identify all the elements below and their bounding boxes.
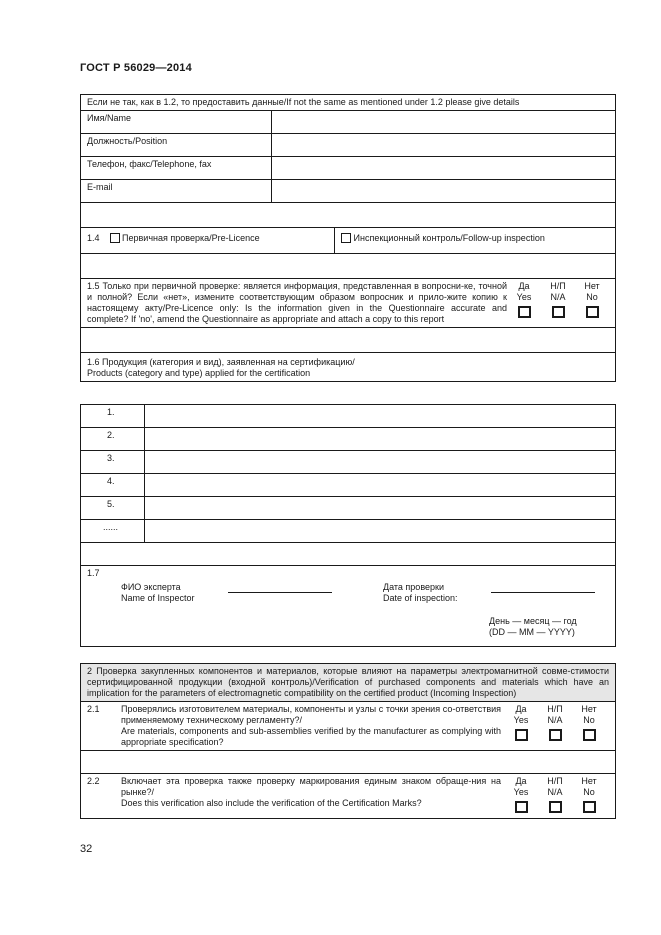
question-2-1-answers: [501, 704, 609, 744]
product-field[interactable]: [145, 428, 616, 451]
question-2-2-row: [81, 774, 616, 819]
no-en-label: No: [586, 292, 598, 302]
no-ru-label: Нет: [581, 704, 597, 714]
yes-en-label: Yes: [513, 787, 529, 797]
follow-up-checkbox[interactable]: [341, 233, 351, 243]
product-row-number: ......: [81, 520, 145, 543]
name-field[interactable]: [272, 111, 616, 134]
page-number: 32: [80, 843, 93, 855]
question-2-2-text: [121, 776, 501, 809]
item-1-4-option-a: [81, 228, 335, 254]
product-row-number: 2.: [81, 428, 145, 451]
yes-ru-label: Да: [515, 776, 527, 786]
inspector-label-en: Name of Inspector: [121, 593, 195, 603]
item-1-6-title: [81, 353, 616, 382]
no-ru-label: Нет: [584, 281, 600, 291]
yes-en-label: Yes: [516, 292, 532, 302]
inspector-signature-line[interactable]: [228, 592, 332, 593]
position-label: Должность/Position: [81, 134, 272, 157]
item-1-5-yes-checkbox[interactable]: [518, 306, 531, 318]
name-label: Имя/Name: [81, 111, 272, 134]
telephone-label: Телефон, факс/Telephone, fax: [81, 157, 272, 180]
inspection-form-part-1: [80, 94, 616, 382]
follow-up-label: Инспекционный контроль/Follow-up inspection: [353, 233, 545, 243]
spacer-row: [81, 328, 616, 353]
item-1-6-header-row: [81, 353, 616, 382]
product-row: [81, 428, 616, 451]
pre-licence-checkbox[interactable]: [110, 233, 120, 243]
yes-en-label: Yes: [513, 715, 529, 725]
contact-intro: Если не так, как в 1.2, то предоставить данные/If not the same as mentioned under 1.2 please give details: [81, 95, 616, 111]
contact-intro-row: [81, 95, 616, 111]
spacer-row: [81, 203, 616, 228]
pre-licence-label: Первичная проверка/Pre-Licence: [122, 233, 260, 243]
no-ru-label: Нет: [581, 776, 597, 786]
inspector-label-ru: ФИО эксперта: [121, 582, 181, 592]
na-en-label: N/A: [547, 715, 563, 725]
item-1-4-row: [81, 228, 616, 254]
question-2-2-na-checkbox[interactable]: [549, 801, 562, 813]
email-label: E-mail: [81, 180, 272, 203]
question-2-2-en: Does this verification also include the verification of the Certification Marks?: [121, 798, 422, 808]
item-1-5-no-checkbox[interactable]: [586, 306, 599, 318]
item-1-7-number: 1.7: [87, 568, 100, 578]
product-row: [81, 451, 616, 474]
na-ru-label: Н/П: [547, 776, 563, 786]
item-1-4-number: 1.4: [87, 233, 100, 243]
date-label: [383, 582, 458, 604]
item-1-5-na-checkbox[interactable]: [552, 306, 565, 318]
no-en-label: No: [583, 787, 595, 797]
item-1-5-answers: [507, 281, 609, 321]
section-2-title: 2 Проверка закупленных компонентов и материалов, которые влияют на параметры электромагнитной совме-стимости сертифицированной продукции (входной контроль)/Verification of purchased components and materials which have an implication for the parameters of electromagnetic compatibility on the certified product (Incoming Inspection): [81, 664, 616, 702]
telephone-field[interactable]: [272, 157, 616, 180]
yes-ru-label: Да: [515, 704, 527, 714]
item-1-4-option-b: [335, 228, 616, 254]
email-field[interactable]: [272, 180, 616, 203]
question-2-2-answers: [501, 776, 609, 816]
product-row: [81, 474, 616, 497]
question-2-1-no-checkbox[interactable]: [583, 729, 596, 741]
item-1-5-text: 1.5 Только при первичной проверке: является информация, представленная в вопросни-ке, точной и полной? Если «нет», измените соответствующим образом вопросник и прило-жите копию к настоящему акту/Pre-Licence only: Is the information given in the Questionnaire accurate and complete? If 'no', amend the Questionnaire as appropriate and attach a copy to this report: [87, 281, 507, 324]
product-row: [81, 497, 616, 520]
name-row: [81, 111, 616, 134]
email-row: [81, 180, 616, 203]
na-en-label: N/A: [547, 787, 563, 797]
telephone-row: [81, 157, 616, 180]
date-label-ru: Дата проверки: [383, 582, 444, 592]
product-row: [81, 520, 616, 543]
item-1-7-row: [81, 566, 616, 647]
question-2-1-ru: Проверялись изготовителем материалы, компоненты и узлы с точки зрения со-ответствия применяемому техническому регламенту?/: [121, 704, 501, 725]
product-field[interactable]: [145, 497, 616, 520]
question-2-1-en: Are materials, components and sub-assemblies verified by the manufacturer as complying with appropriate specification?: [121, 726, 501, 747]
question-2-1-yes-checkbox[interactable]: [515, 729, 528, 741]
question-2-1-na-checkbox[interactable]: [549, 729, 562, 741]
question-2-2-yes-checkbox[interactable]: [515, 801, 528, 813]
product-field[interactable]: [145, 451, 616, 474]
product-row-number: 5.: [81, 497, 145, 520]
question-2-2-ru: Включает эта проверка также проверку маркирования единым знаком обраще-ния на рынке?/: [121, 776, 501, 797]
question-2-1-row: [81, 702, 616, 751]
product-field[interactable]: [145, 520, 616, 543]
document-standard-header: ГОСТ Р 56029—2014: [80, 62, 192, 74]
question-2-1-number: 2.1: [87, 704, 100, 714]
no-en-label: No: [583, 715, 595, 725]
question-2-1-cell: [81, 702, 616, 751]
item-1-6-title-en: Products (category and type) applied for the certification: [87, 368, 311, 378]
yes-ru-label: Да: [518, 281, 530, 291]
date-format-hint: [489, 616, 577, 638]
question-2-2-cell: [81, 774, 616, 819]
product-row-number: 3.: [81, 451, 145, 474]
question-2-2-number: 2.2: [87, 776, 100, 786]
date-label-en: Date of inspection:: [383, 593, 458, 603]
position-field[interactable]: [272, 134, 616, 157]
product-field[interactable]: [145, 405, 616, 428]
na-en-label: N/A: [550, 292, 566, 302]
na-ru-label: Н/П: [547, 704, 563, 714]
product-row-number: 1.: [81, 405, 145, 428]
item-1-7-cell: [81, 566, 616, 647]
item-1-5-row: [81, 279, 616, 328]
position-row: [81, 134, 616, 157]
product-row-number: 4.: [81, 474, 145, 497]
product-field[interactable]: [145, 474, 616, 497]
question-2-1-text: [121, 704, 501, 748]
products-table: [80, 404, 616, 647]
spacer-row: [81, 543, 616, 566]
date-format-en: (DD — MM — YYYY): [489, 627, 575, 637]
item-1-6-title-ru: 1.6 Продукция (категория и вид), заявленная на сертификацию/: [87, 357, 355, 367]
inspector-label: [121, 582, 195, 604]
spacer-row: [81, 751, 616, 774]
item-1-5-cell: [81, 279, 616, 328]
date-line[interactable]: [491, 592, 595, 593]
product-row: [81, 405, 616, 428]
na-ru-label: Н/П: [550, 281, 566, 291]
date-format-ru: День — месяц — год: [489, 616, 577, 626]
question-2-2-no-checkbox[interactable]: [583, 801, 596, 813]
section-2-header-row: [81, 664, 616, 702]
inspection-form-section-2: [80, 663, 616, 819]
spacer-row: [81, 254, 616, 279]
